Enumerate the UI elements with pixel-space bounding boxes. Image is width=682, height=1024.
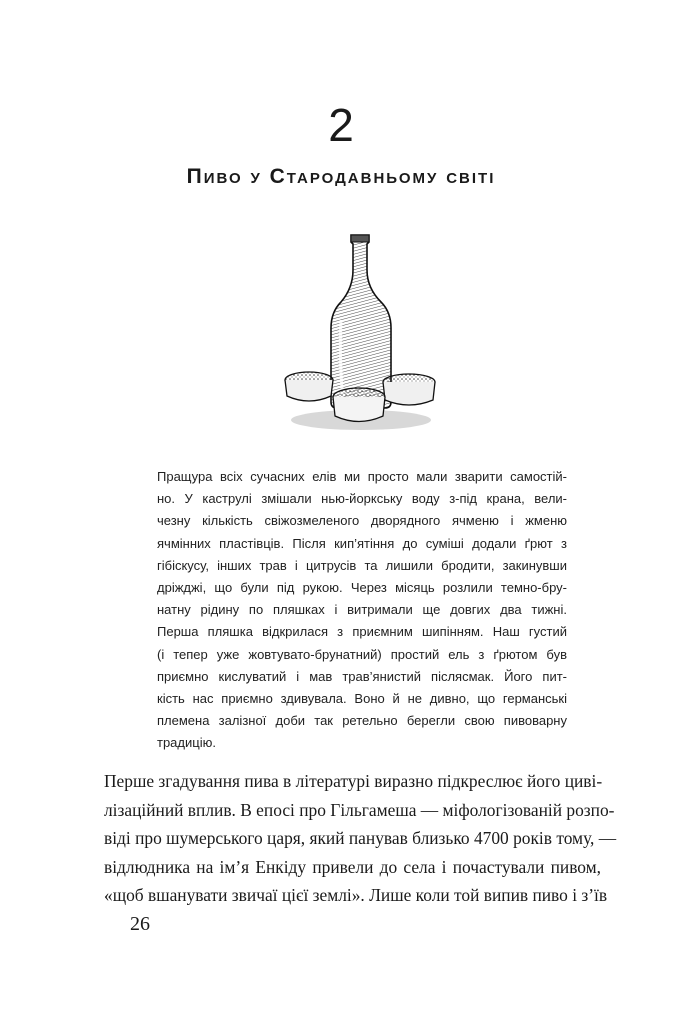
- sidebar-line: натну рідину по пляшках і витримали ще довгих два тижні.: [157, 602, 567, 618]
- body-line: лізаційний вплив. В епосі про Гільгамеша — міфологізованій розпо-: [104, 799, 615, 820]
- page-number: 26: [130, 913, 150, 935]
- beer-bottle-with-grain-bowls-icon: [281, 230, 441, 435]
- sidebar-line: племена залізної доби так ретельно берегли свою пивоварну: [157, 713, 567, 729]
- body-line: «щоб вшанувати звичаї цієї землі». Лише коли той випив пиво і з’їв: [104, 885, 608, 906]
- body-line: Перше згадування пива в літературі виразно підкреслює його циві-: [104, 771, 603, 791]
- sidebar-note: [157, 466, 567, 755]
- sidebar-line: приємно кислуватий і мав трав’янистий післясмак. Його пит-: [157, 668, 567, 684]
- sidebar-line: традицію.: [157, 735, 216, 751]
- sidebar-line: (і тепер уже жовтувато-брунатний) простий ель з ґрютом був: [157, 646, 567, 662]
- body-line: віді про шумерського царя, який панував близько 4700 років тому, —: [104, 828, 617, 849]
- sidebar-line: Пращура всіх сучасних елів ми просто мали зварити самостій-: [157, 469, 567, 484]
- sidebar-line: дріжджі, що були під рукою. Через місяць розлили темно-бру-: [157, 580, 567, 596]
- sidebar-line: но. У каструлі змішали нью-йоркську воду з-під крана, вели-: [157, 491, 567, 507]
- chapter-number: 2: [328, 99, 354, 151]
- sidebar-line: ячмінних пластівців. Після кип’ятіння до суміші додали ґрют з: [157, 535, 567, 551]
- sidebar-line: Перша пляшка відкрилася з приємним шипінням. Наш густий: [157, 624, 567, 640]
- sidebar-line: гібіскусу, інших трав і цитрусів та лишили бродити, закинувши: [157, 557, 567, 573]
- body-paragraph: [104, 767, 617, 910]
- body-line: відлюдника на ім’я Енкіду привели до села і почастували пивом,: [104, 856, 601, 877]
- sidebar-line: чезну кількість свіжозмеленого дворядного ячменю і жменю: [157, 513, 567, 529]
- chapter-title: Пиво у Стародавньому світі: [186, 165, 496, 188]
- sidebar-line: кість нас приємно здивувала. Воно й не дивно, що германські: [157, 691, 567, 707]
